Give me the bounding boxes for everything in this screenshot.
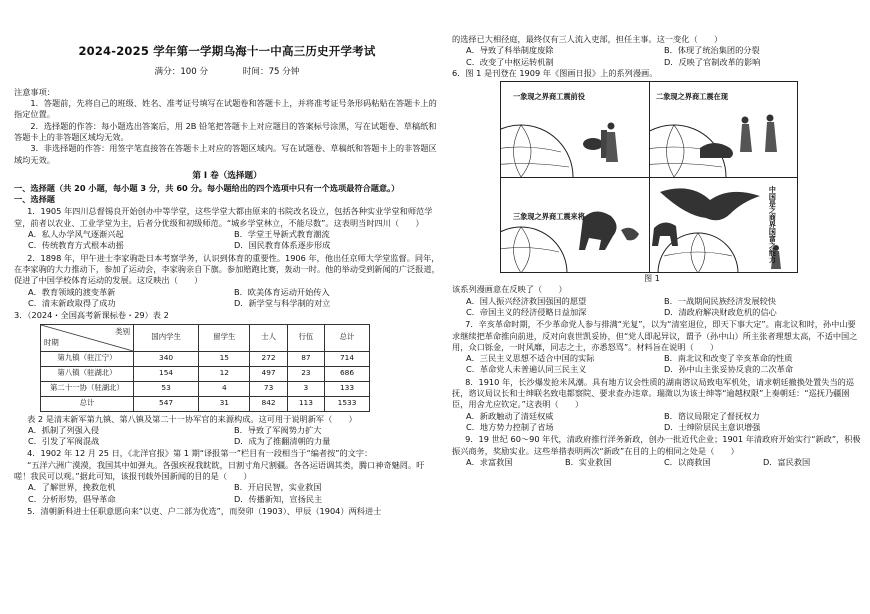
option-d: D．国民教育体系逐步形成 [234, 240, 331, 251]
note-item: 2．选择题的作答：每小题选出答案后，用 2B 铅笔把答题卡上对应题目的答案标号涂黑，写在试题卷、草稿纸和答题卡上的非答题区域均无效。 [14, 120, 437, 142]
table-cell: 497 [250, 366, 287, 381]
column-header: 留学生 [199, 324, 250, 351]
option-d: D．反映了官制改革的影响 [664, 56, 761, 67]
option-c: C．分析形势，倡导革命 [28, 493, 116, 504]
option-d: D．新学堂与科学制的对立 [234, 297, 331, 308]
table-cell: 272 [250, 351, 287, 366]
table-cell: 133 [325, 381, 370, 396]
table-cell: 31 [199, 396, 250, 411]
question-stem: 4．1902 年 12 月 25 日，《北洋官报》第 1 期“译报第一”栏目有一段相当于“编者按”的文字： [27, 448, 373, 459]
option-b: B．欧美体育运动开始传入 [234, 286, 330, 297]
question-stem: 3．（2024・全国高考新课标卷・29）表 2 [14, 310, 169, 321]
option-b: B．谘议局限定了督抚权力 [664, 410, 760, 421]
option-d: D．富民救国 [763, 456, 811, 467]
option-a: A．了解世界，挽救危机 [28, 482, 116, 493]
table-cell: 53 [134, 381, 199, 396]
officer-origin-table [40, 324, 370, 412]
question-5 [14, 506, 440, 517]
row-label: 第二十一协（驻湖北） [41, 381, 134, 396]
table-row [41, 351, 370, 366]
row-label: 总计 [41, 396, 134, 411]
question-quote: “五洋六洲广漠漠，我国其中如弹丸。各强疾视我眈眈，日割寸角尺割疆。各各运语调其类，腾口神奇魅罔。吁嗟！我民可以观。”据此可知，该报刊载外国新闻的目的是（ ） [14, 459, 425, 482]
option-b: B．导致了军阀势力扩大 [234, 424, 322, 435]
section-type: 一、选择题 [14, 194, 55, 205]
table-cell: 686 [325, 366, 370, 381]
question-8 [452, 377, 862, 434]
figure-label: 图 1 [644, 274, 660, 284]
table-cell: 15 [199, 351, 250, 366]
option-a: A．私人办学风气逐渐兴起 [28, 229, 124, 240]
option-a: A．教育领域的渡变革新 [28, 286, 116, 297]
question-stem: 7．辛亥革命时期，不少革命党人参与排满“光复”，以为“清室退位，即天下事大定”。南北议和时，孙中山要求继续把革命推向前进，反对向袁世凯妥协，但“党人即起异议，谓予（孙中山）所主张者理想太高，不适中国之用，众口铄金，一时风靡，同志之士，亦悉怒骂”。材料旨在说明（ ） [452, 319, 858, 352]
cartoon-panel-3 [501, 178, 649, 273]
question-stem: 5．清朝新科进士任职意愿向来“以吏、户二部为优选”，而癸卯（1903）、甲辰（1904）两科进士 [27, 506, 382, 517]
full-score: 满分：100 分 [154, 66, 209, 77]
table-cell: 547 [134, 396, 199, 411]
question-stem: 8．1910 年，长沙爆发抢米风潮。具有地方议会性质的湖南谘议局致电军机处，请求朝廷撤换处置失当的巡抚，谘议局议长和士绅联名致电都察院、要求查办违章。瑞澂以为该士绅等“逾越权限”上奏朝廷：“巡抚乃疆圉臣，用舍尤应钦定。”这表明（ ） [452, 376, 855, 410]
column-header: 士人 [250, 324, 287, 351]
exam-time: 时间：75 分钟 [242, 66, 300, 77]
right-column [452, 0, 862, 468]
section-instruction: 一、选择题（共 20 小题，每小题 3 分，共 60 分。每小题给出的四个选项中只有一个选项最符合题意。） [14, 182, 400, 193]
question-stem: 2．1898 年，甲午进士李家驹赴日本考察学务，认识到体育的重要性。1906 年，他出任京师大学堂监督。同年，在李家驹的大力推动下，参加了运动会，李家驹亲自下旗。参加赔跑比赛，轰动一时。他的举动受到新闻的广泛报道，促进了中国学校体育运动的发展。这反映出（ ） [14, 252, 440, 286]
table-cell: 113 [287, 396, 324, 411]
option-b: B．体现了统治集团的分裂 [664, 45, 760, 56]
cartoon-figure [500, 81, 798, 273]
table-cell: 1533 [325, 396, 370, 411]
option-b: B．实业救国 [565, 456, 612, 467]
table-cell: 87 [287, 351, 324, 366]
option-d: D．孙中山主张妥协反袁的二次革命 [664, 364, 794, 375]
left-column [14, 0, 440, 517]
cartoon-panel-4 [650, 178, 798, 273]
section-title: 第 I 卷（选择题） [192, 170, 262, 181]
option-c: C．革命党人未普遍认同三民主义 [466, 364, 587, 375]
question-stem: 6．图 1 是刊登在 1909 年《图画日报》上的系列漫画。 [452, 67, 658, 78]
column-header: 行伍 [287, 324, 324, 351]
question-2 [14, 253, 440, 310]
option-b: B．南北议和改变了辛亥革命的性质 [664, 353, 793, 364]
option-d: D．成为了推翻清朝的力量 [234, 436, 331, 447]
option-a: A．导致了科举制度废除 [466, 45, 554, 56]
option-d: D．传播新知，宣扬民主 [234, 493, 323, 504]
option-b: B．开启民智，实业救国 [234, 482, 322, 493]
column-header: 总计 [325, 324, 370, 351]
table-cell: 842 [250, 396, 287, 411]
question-3 [14, 310, 440, 447]
question-6 [452, 68, 862, 318]
question-1 [14, 206, 440, 251]
panel-caption: 一象现之界商工震前役 [513, 92, 585, 102]
row-label: 第九镇（驻江宁） [41, 351, 134, 366]
option-c: C．改变了中枢运转机制 [466, 56, 554, 67]
option-c: C．地方势力控制了省场 [466, 422, 554, 433]
question-7 [452, 319, 862, 376]
panel-caption: 三象现之界商工震来将 [513, 212, 585, 222]
notes-heading: 注意事项： [14, 86, 55, 97]
question-stem: 1．1905 年四川总督锡良开始创办中等学堂，这些学堂大都由原来的书院改名设立，包括各种实业学堂和师范学堂，前者以农业、工业学堂为主，后者分优级和初级师范。“城乡学堂林立，不能尽数”。这表明当时四川（ ） [14, 206, 433, 228]
exam-meta [14, 67, 440, 79]
table-row [41, 381, 370, 396]
table-row [41, 396, 370, 411]
corner-bottom-label: 时期 [44, 338, 59, 348]
table-cell: 714 [325, 351, 370, 366]
question-stem: 9．19 世纪 60～90 年代，清政府推行洋务新政，创办一批近代企业；1901 年清政府开始实行“新政”，积极振兴商务，奖励实业。这些举措表明两次“新政”在目的上的相同之处是（ ） [452, 434, 861, 456]
table-cell: 73 [250, 381, 287, 396]
option-a: A．抓制了列强入侵 [28, 424, 100, 435]
option-a: A．求富救国 [466, 456, 513, 467]
panel-caption: 二象现之界商工震在现 [656, 92, 728, 102]
panel-caption: 中国是之商界国富之能力 [768, 186, 777, 264]
option-b: B．一战期间民族经济发展较快 [664, 295, 777, 306]
option-c: C．帝国主义的经济侵略日益加深 [466, 306, 587, 317]
note-item: 3．非选择题的作答：用签字笔直接答在答题卡上对应的答题区域内。写在试题卷、草稿纸和答题卡上的非答题区域均无效。 [14, 143, 437, 165]
question-9 [452, 434, 862, 468]
table-cell: 340 [134, 351, 199, 366]
question-after: 该系列漫画意在反映了（ ） [452, 284, 567, 295]
cartoon-panel-1 [501, 82, 649, 177]
corner-top-label: 类别 [115, 326, 130, 336]
question-4 [14, 448, 440, 505]
table-row [41, 366, 370, 381]
table-cell: 154 [134, 366, 199, 381]
table-cell: 23 [287, 366, 324, 381]
option-c: C．引发了军阀混战 [28, 436, 100, 447]
note-item: 1．答题前，先将自己的班级、姓名、准考证号填写在试题卷和答题卡上，并将准考证号条形码粘贴在答题卡上的指定位置。 [14, 98, 437, 120]
option-a: A．国人振兴经济救国强国的愿望 [466, 295, 587, 306]
option-c: C．传统教育方式根本动摇 [28, 240, 124, 251]
option-d: D．清政府解决财政危机的信心 [664, 306, 777, 317]
cartoon-panel-2 [650, 82, 798, 177]
option-c: C．以商救国 [664, 456, 711, 467]
globe-illustration [501, 178, 649, 273]
row-label: 第八镇（驻湖北） [41, 366, 134, 381]
table-cell: 4 [199, 381, 250, 396]
option-c: C．清末新政取得了成功 [28, 297, 116, 308]
option-b: B．学堂王导新式教育潮流 [234, 229, 330, 240]
question-after: 表 2 是清末新军第九镇、第八镇及第二十一协军官的来源构成。这可用于说明新军（ ） [27, 413, 357, 424]
question-stem: 的选择已大相径庭，最终仅有三人流入吏部，担任主事。这一变化（ ） [452, 34, 723, 44]
exam-title: 2024-2025 学年第一学期乌海十一中高三历史开学考试 [78, 44, 376, 58]
option-a: A．三民主义思想不适合中国的实际 [466, 353, 595, 364]
table-cell: 12 [199, 366, 250, 381]
option-d: D．士绅阶层民主意识增强 [664, 422, 761, 433]
table-corner [41, 324, 134, 351]
column-header: 国内学生 [134, 324, 199, 351]
table-cell: 3 [287, 381, 324, 396]
question-5-continued [452, 34, 862, 68]
option-a: A．新政触动了清廷权威 [466, 410, 554, 421]
